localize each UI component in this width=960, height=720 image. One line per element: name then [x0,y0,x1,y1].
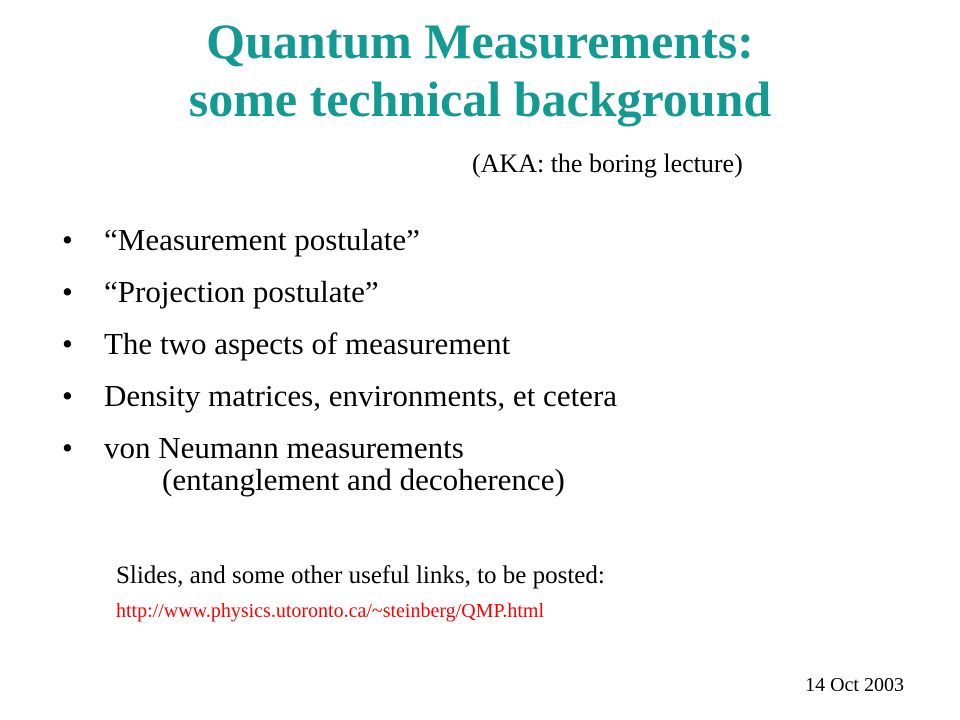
bullet-text: von Neumann measurements [104,430,464,465]
bullet-marker: • [62,430,73,465]
bullet-text: Density matrices, environments, et cetera [104,378,618,413]
slide-subtitle: (AKA: the boring lecture) [472,149,743,178]
bullet-text: “Projection postulate” [104,274,379,309]
slides-footnote: Slides, and some other useful links, to be posted: [116,562,605,589]
bullet-marker: • [62,222,73,257]
bullet-item [62,370,617,422]
bullet-item [62,318,617,370]
bullet-item [62,266,617,318]
bullet-marker: • [62,378,73,413]
bullet-item [62,214,617,266]
bullet-marker: • [62,274,73,309]
bullet-continuation: (entanglement and decoherence) [162,462,565,497]
bullet-marker: • [62,326,73,361]
course-url-link[interactable]: http://www.physics.utoronto.ca/~steinberg/QMP.html [116,600,545,622]
bullet-text: The two aspects of measurement [104,326,511,361]
bullet-list [62,214,617,474]
slide-title-line1: Quantum Measurements: [206,13,754,69]
slide-date: 14 Oct 2003 [805,674,904,696]
slide-title-line2: some technical background [188,71,772,127]
bullet-text: “Measurement postulate” [104,222,420,257]
